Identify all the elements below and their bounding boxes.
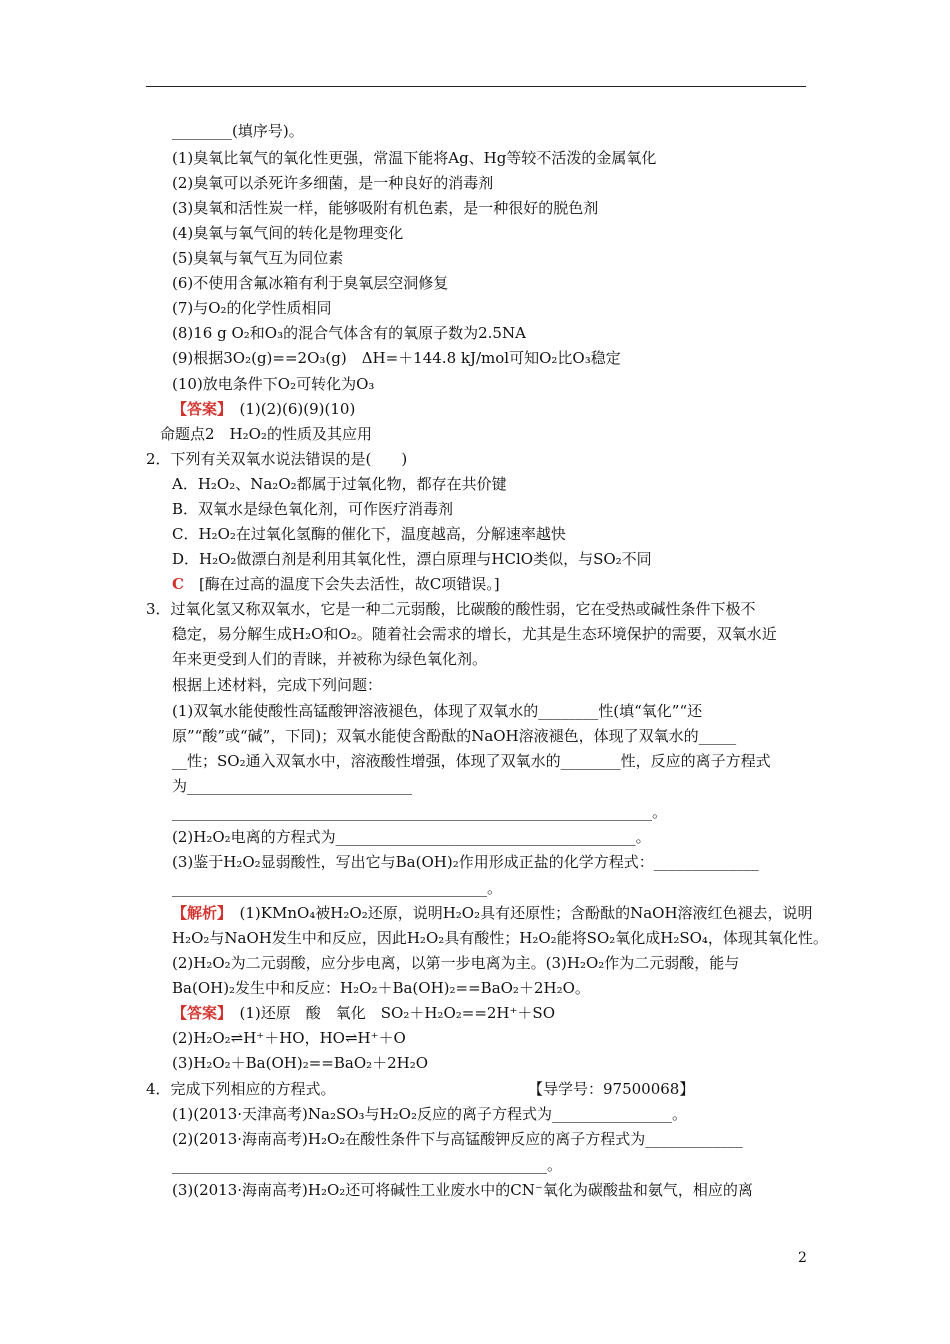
- answer-text: (1)还原 酸 氧化 SO₂＋H₂O₂==2H⁺＋SO: [224, 1004, 556, 1022]
- q1-item-4: (4)臭氧与氧气间的转化是物理变化: [172, 224, 404, 242]
- q3-stem-1: 3．过氧化氢又称双氧水，它是一种二元弱酸，比碳酸的酸性弱，它在受热或碱性条件下极不: [146, 600, 756, 618]
- q2-option-a: A．H₂O₂、Na₂O₂都属于过氧化物，都存在共价键: [172, 475, 507, 493]
- q2-answer: [172, 574, 500, 594]
- q1-item-7: (7)与O₂的化学性质相同: [172, 299, 332, 317]
- q3-sub3-line2: __________________________________________。: [172, 879, 503, 897]
- q4-line-1: (1)(2013·天津高考)Na₂SO₃与H₂O₂反应的离子方程式为________________。: [172, 1105, 687, 1123]
- q1-item-8: (8)16 g O₂和O₃的混合气体含有的氧原子数为2.5NA: [172, 324, 526, 342]
- analysis-text: (1)KMnO₄被H₂O₂还原，说明H₂O₂具有还原性；含酚酞的NaOH溶液红色褪去，说明: [224, 904, 813, 922]
- answer-letter: C: [172, 575, 184, 593]
- topic-heading: 命题点2 H₂O₂的性质及其应用: [160, 425, 372, 443]
- answer-explain: [酶在过高的温度下会失去活性，故C项错误。]: [183, 575, 500, 593]
- answer-tag: 【答案】: [172, 400, 225, 418]
- q1-item-1: (1)臭氧比氧气的氧化性更强，常温下能将Ag、Hg等较不活泼的金属氧化: [172, 149, 657, 167]
- q2-option-d: D．H₂O₂做漂白剂是利用其氧化性，漂白原理与HClO类似，与SO₂不同: [172, 550, 652, 568]
- q3-sub1-line3: __性；SO₂通入双氧水中，溶液酸性增强，体现了双氧水的________性，反应的离子方程式: [172, 752, 771, 770]
- q4-line-3: __________________________________________________。: [172, 1156, 563, 1174]
- q3-sub1-line4: 为______________________________: [172, 777, 413, 795]
- q3-prompt: 根据上述材料，完成下列问题：: [172, 676, 383, 694]
- q2-stem: 2．下列有关双氧水说法错误的是( ): [146, 450, 408, 468]
- q3-sub1-line2: 原”“酸”或“碱”，下同)；双氧水能使含酚酞的NaOH溶液褪色，体现了双氧水的_____: [172, 727, 737, 745]
- q3-analysis-2: H₂O₂与NaOH发生中和反应，因此H₂O₂具有酸性；H₂O₂能将SO₂氧化成H₂SO₄，体现其氧化性。: [172, 929, 828, 947]
- page-number: 2: [798, 1250, 807, 1266]
- q4-stem: 4．完成下列相应的方程式。: [146, 1080, 336, 1098]
- q3-analysis-1: [172, 903, 813, 923]
- q1-item-9: (9)根据3O₂(g)==2O₃(g) ΔH=＋144.8 kJ/mol可知O₂比O₃稳定: [172, 349, 621, 367]
- q3-analysis-3: (2)H₂O₂为二元弱酸，应分步电离，以第一步电离为主。(3)H₂O₂作为二元弱酸，能与: [172, 954, 740, 972]
- q2-option-b: B．双氧水是绿色氧化剂，可作医疗消毒剂: [172, 500, 454, 518]
- q3-sub1-line5: ________________________________________________________________。: [172, 803, 668, 821]
- header-rule: [146, 86, 806, 87]
- q3-answer-2: (2)H₂O₂⇌H⁺＋HO，HO⇌H⁺＋O: [172, 1029, 406, 1047]
- q1-item-10: (10)放电条件下O₂可转化为O₃: [172, 375, 375, 393]
- q4-guide-number: 【导学号：97500068】: [528, 1080, 695, 1098]
- q1-lead: ________(填序号)。: [172, 122, 304, 140]
- q3-sub3-line1: (3)鉴于H₂O₂显弱酸性，写出它与Ba(OH)₂作用形成正盐的化学方程式：______________: [172, 853, 759, 871]
- q3-stem-2: 稳定，易分解生成H₂O和O₂。随着社会需求的增长，尤其是生态环境保护的需要，双氧水近: [172, 625, 777, 643]
- answer-tag: 【答案】: [172, 1004, 225, 1022]
- q4-line-2: (2)(2013·海南高考)H₂O₂在酸性条件下与高锰酸钾反应的离子方程式为_____________: [172, 1130, 743, 1148]
- q3-answer-3: (3)H₂O₂＋Ba(OH)₂==BaO₂＋2H₂O: [172, 1054, 429, 1072]
- q1-item-3: (3)臭氧和活性炭一样，能够吸附有机色素，是一种很好的脱色剂: [172, 199, 599, 217]
- q3-answer-1: [172, 1003, 555, 1023]
- q1-item-6: (6)不使用含氟冰箱有利于臭氧层空洞修复: [172, 274, 449, 292]
- q3-sub1-line1: (1)双氧水能使酸性高锰酸钾溶液褪色，体现了双氧水的________性(填“氧化”“还: [172, 702, 703, 720]
- answer-text: (1)(2)(6)(9)(10): [224, 400, 356, 418]
- analysis-tag: 【解析】: [172, 904, 225, 922]
- q1-item-5: (5)臭氧与氧气互为同位素: [172, 249, 344, 267]
- q1-answer: [172, 399, 355, 419]
- q2-option-c: C．H₂O₂在过氧化氢酶的催化下，温度越高，分解速率越快: [172, 525, 566, 543]
- q3-stem-3: 年来更受到人们的青睐，并被称为绿色氧化剂。: [172, 650, 488, 668]
- q3-sub2: (2)H₂O₂电离的方程式为________________________________________。: [172, 828, 651, 846]
- q4-line-4: (3)(2013·海南高考)H₂O₂还可将碱性工业废水中的CN⁻氧化为碳酸盐和氨气，相应的离: [172, 1181, 753, 1199]
- q3-analysis-4: Ba(OH)₂发生中和反应：H₂O₂＋Ba(OH)₂==BaO₂＋2H₂O。: [172, 979, 590, 997]
- q1-item-2: (2)臭氧可以杀死许多细菌，是一种良好的消毒剂: [172, 174, 494, 192]
